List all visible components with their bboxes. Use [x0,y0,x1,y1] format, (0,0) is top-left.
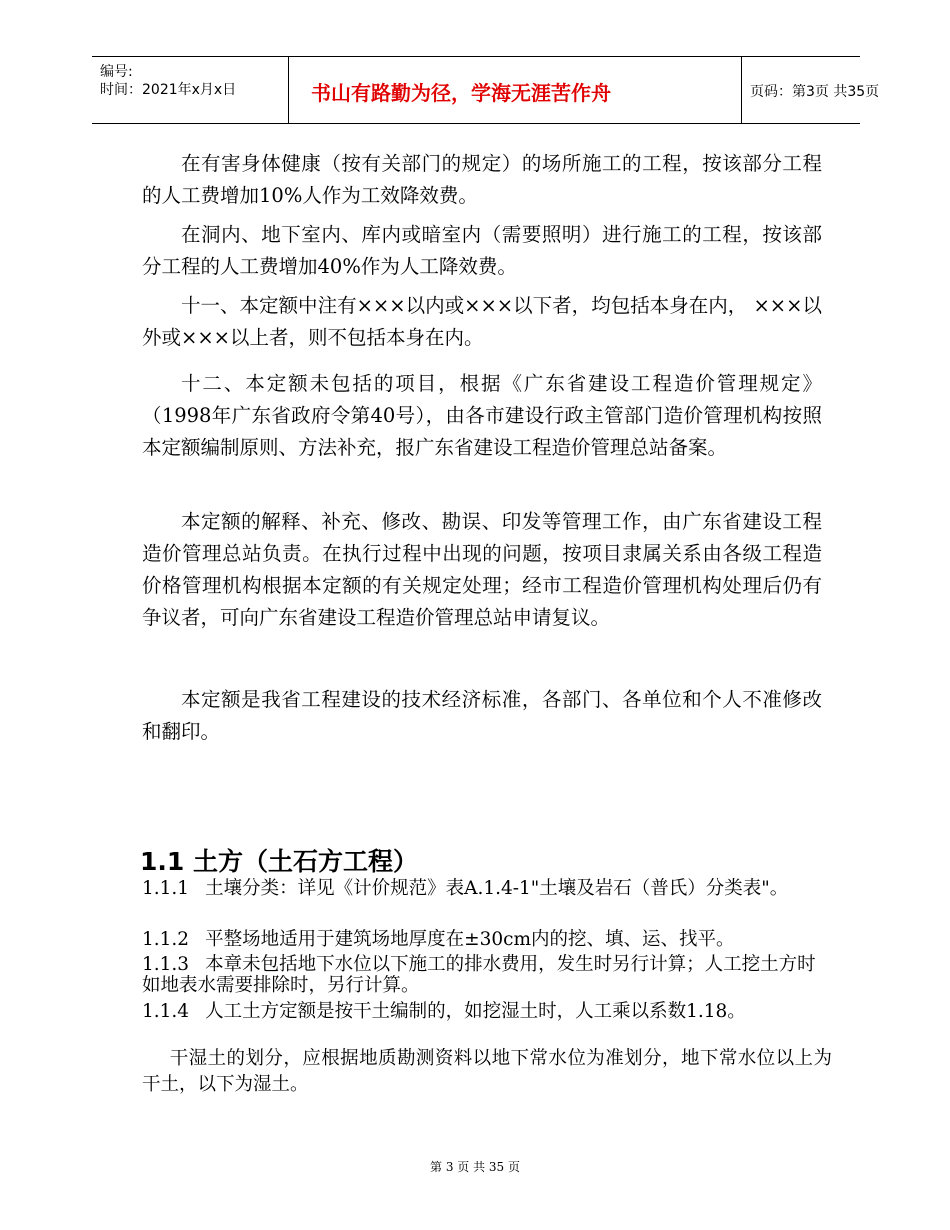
body-paragraph: 本定额的解释、补充、修改、勘误、印发等管理工作，由广东省建设工程造价管理总站负责。在执行过程中出现的问题，按项目隶属关系由各级工程造价格管理机构根据本定额的有关规定处理；经市工程造价管理机构处理后仍有争议者，可向广东省建设工程造价管理总站申请复议。 [142,510,822,629]
body-paragraph: 在有害身体健康（按有关部门的规定）的场所施工的工程，按该部分工程的人工费增加10%人作为工效降效费。 [142,152,822,207]
list-item [142,954,832,996]
list-item [142,878,832,899]
item-number: 1.1.3 [142,954,190,975]
document-time-label: 时间：2021年x月x日 [100,82,237,98]
item-text: 平整场地适用于建筑场地厚度在±30cm内的挖、填、运、找平。 [205,929,735,950]
header-left-cell [92,57,288,123]
header-motto: 书山有路勤为径，学海无涯苦作舟 [311,81,611,105]
document-number-label: 编号: [100,64,133,80]
item-text: 土壤分类：详见《计价规范》表A.1.4-1"土壤及岩石（普氏）分类表"。 [205,878,789,899]
header-page-info: 页码：第3页 共35页 [750,84,880,100]
item-text: 本章未包括地下水位以下施工的排水费用，发生时另行计算；人工挖土方时如地表水需要排除时，另行计算。 [142,954,816,996]
item-number: 1.1.1 [142,878,190,899]
page-header [92,56,880,124]
page-footer: 第 3 页 共 35 页 [430,1160,520,1174]
list-item [142,1001,832,1022]
header-middle-cell [288,57,742,123]
body-note: 干湿土的划分，应根据地质勘测资料以地下常水位为准划分，地下常水位以上为干土，以下为湿土。 [142,1048,832,1095]
list-item [142,929,832,950]
body-paragraph: 本定额是我省工程建设的技术经济标准，各部门、各单位和个人不准修改和翻印。 [142,688,822,743]
header-right-cell [740,57,880,123]
body-paragraph: 在洞内、地下室内、库内或暗室内（需要照明）进行施工的工程，按该部分工程的人工费增加40%作为人工降效费。 [142,223,822,278]
body-paragraph: 十二、本定额未包括的项目，根据《广东省建设工程造价管理规定》（1998年广东省政府令第40号），由各市建设行政主管部门造价管理机构按照本定额编制原则、方法补充，报广东省建设工程造价管理总站备案。 [142,372,822,459]
item-text: 人工土方定额是按干土编制的，如挖湿土时，人工乘以系数1.18。 [205,1001,746,1022]
section-title: 1.1 土方（土石方工程） [140,847,418,876]
item-number: 1.1.4 [142,1001,190,1022]
item-number: 1.1.2 [142,929,190,950]
body-paragraph: 十一、本定额中注有×××以内或×××以下者，均包括本身在内， ×××以外或×××以上者，则不包括本身在内。 [142,294,822,349]
